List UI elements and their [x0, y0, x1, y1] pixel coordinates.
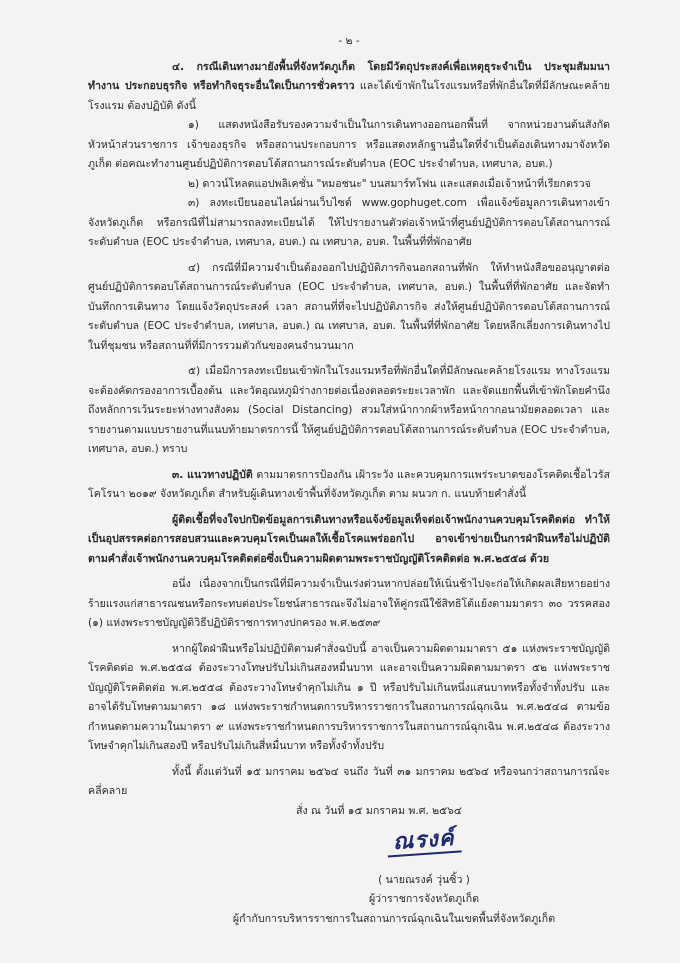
item-5: ๕) เมื่อมีการลงทะเบียนเข้าพักในโรงแรมหรือที่พักอื่นใดที่มีลักษณะคล้ายโรงแรม ทางโรงแรมจะต้องคัดกรองอาการเบื้องต้น และวัดอุณหภูมิร่างกายต่อเนื่องตลอดระยะเวลาพัก และจัดแยกพื้นที่เข้าพักโดยคำนึงถึงหลักการเว้นระยะห่างทางสังคม (Social Distancing) สวมใส่หน้ากากผ้าหรือหน้ากากอนามัยตลอดเวลา และรายงานตามแบบรายงานที่แนบท้ายมาตรการนี้ ให้ศูนย์ปฏิบัติการตอบโต้สถานการณ์ระดับตำบล (EOC ประจำตำบล, เทศบาล, อบต.) ทราบ	[88, 365, 610, 455]
page-number: - ๒ -	[338, 35, 360, 47]
effective-date: ทั้งนี้ ตั้งแต่วันที่ ๑๕ มกราคม ๒๕๖๔ จนถึง วันที่ ๓๑ มกราคม ๒๕๖๔ หรือจนกว่าสถานการณ์จะคลี่คลาย	[88, 765, 610, 797]
section-3-rest: ตามมาตรการป้องกัน เฝ้าระวัง และควบคุมการแพร่ระบาดของโรคติดเชื้อไวรัสโคโรนา ๒๐๑๙ จังหวัดภูเก็ต สำหรับผู้เดินทางเข้าพื้นที่จังหวัดภูเก็ต ตาม ผนวก ก. แนบท้ายคำสั่งนี้	[88, 468, 610, 500]
handwritten-signature: ณรงค์	[386, 828, 461, 857]
section-4-paragraph	[88, 58, 610, 117]
section-3-paragraph	[88, 466, 610, 505]
item-3: ๓) ลงทะเบียนออนไลน์ผ่านเว็บไซต์ www.gophuget.com เพื่อแจ้งข้อมูลการเดินทางเข้าจังหวัดภูเก็ต หรือกรณีที่ไม่สามารถลงทะเบียนได้ ให้ไปรายงานตัวต่อเจ้าหน้าที่ศูนย์ปฏิบัติการตอบโต้สถานการณ์ระดับตำบล (EOC ประจำตำบล, เทศบาล, อบต.) ณ เทศบาล, อบต. ในพื้นที่ที่พักอาศัย	[88, 197, 610, 248]
item-1: ๑) แสดงหนังสือรับรองความจำเป็นในการเดินทางออกนอกพื้นที่ จากหน่วยงานต้นสังกัด หัวหน้าส่วนราชการ เจ้าของธุรกิจ หรือสถานประกอบการ หรือแสดงหลักฐานอื่นใดที่จำเป็นต้องเดินทางมาจังหวัดภูเก็ต ต่อคณะทำงานศูนย์ปฏิบัติการตอบโต้สถานการณ์ระดับตำบล (EOC ประจำตำบล, เทศบาล, อบต.)	[88, 119, 610, 170]
warning-paragraph: ผู้ติดเชื้อที่จงใจปกปิดข้อมูลการเดินทางหรือแจ้งข้อมูลเท็จต่อเจ้าพนักงานควบคุมโรคติดต่อ ทำให้เป็นอุปสรรคต่อการสอบสวนและควบคุมโรคเป็นผลให้เชื้อโรคแพร่ออกไป อาจเข้าข่ายเป็นการฝ่าฝืนหรือไม่ปฏิบัติตามคำสั่งเจ้าพนักงานควบคุมโรคติดต่อซึ่งเป็นความผิดตามพระราชบัญญัติโรคติดต่อ พ.ศ.๒๕๕๘ ด้วย	[88, 513, 610, 565]
signer-title: ผู้ว่าราชการจังหวัดภูเก็ต	[368, 893, 480, 905]
section-4-heading: ๔. กรณีเดินทางมายังพื้นที่จังหวัดภูเก็ต โดยมีวัตถุประสงค์เพื่อเหตุธุระจำเป็น ประชุมสัมมนา ทำงาน ประกอบธุรกิจ หรือทำกิจธุระอื่นใดเป็นการชั่วคราว	[88, 60, 610, 92]
item-2: ๒) ดาวน์โหลดแอปพลิเคชั่น "หมอชนะ" บนสมาร์ทโฟน และแสดงเมื่อเจ้าหน้าที่เรียกตรวจ	[188, 177, 591, 190]
section-3-heading: ๓. แนวทางปฏิบัติ	[172, 468, 253, 481]
signature-block	[232, 821, 610, 929]
order-date: สั่ง ณ วันที่ ๑๕ มกราคม พ.ศ. ๒๕๖๔	[296, 804, 462, 817]
signer-role: ผู้กำกับการบริหารราชการในสถานการณ์ฉุกเฉินในเขตพื้นที่จังหวัดภูเก็ต	[232, 912, 556, 925]
item-4: ๔) กรณีที่มีความจำเป็นต้องออกไปปฏิบัติภารกิจนอกสถานที่พัก ให้ทำหนังสือขออนุญาตต่อศูนย์ปฏิบัติการตอบโต้สถานการณ์ระดับตำบล (EOC ประจำตำบล, เทศบาล, อบต.) ในพื้นที่ที่พักอาศัย และจัดทำบันทึกการเดินทาง โดยแจ้งวัตถุประสงค์ เวลา สถานที่ที่จะไปปฏิบัติภารกิจ ส่งให้ศูนย์ปฏิบัติการตอบโต้สถานการณ์ระดับตำบล (EOC ประจำตำบล, เทศบาล, อบต.) ณ เทศบาล, อบต. ในพื้นที่ที่พักอาศัย โดยหลีกเลี่ยงการเดินทางไปในที่ชุมชน หรือสถานที่ที่มีการรวมตัวกันของคนจำนวนมาก	[88, 261, 610, 352]
penalty-paragraph: หากผู้ใดฝ่าฝืนหรือไม่ปฏิบัติตามคำสั่งฉบับนี้ อาจเป็นความผิดตามมาตรา ๕๑ แห่งพระราชบัญญัติโรคติดต่อ พ.ศ.๒๕๕๘ ต้องระวางโทษปรับไม่เกินสองหมื่นบาท และอาจเป็นความผิดตามมาตรา ๕๒ แห่งพระราชบัญญัติโรคติดต่อ พ.ศ.๒๕๕๘ ต้องระวางโทษจำคุกไม่เกิน ๑ ปี หรือปรับไม่เกินหนึ่งแสนบาทหรือทั้งจำทั้งปรับ และอาจได้รับโทษตามมาตรา ๑๘ แห่งพระราชกำหนดการบริหารราชการในสถานการณ์ฉุกเฉิน พ.ศ.๒๕๔๘ ตามข้อกำหนดตามความในมาตรา ๙ แห่งพระราชกำหนดการบริหารราชการในสถานการณ์ฉุกเฉิน พ.ศ.๒๕๔๘ ต้องระวางโทษจำคุกไม่เกินสองปี หรือปรับไม่เกินสี่หมื่นบาท หรือทั้งจำทั้งปรับ	[88, 642, 610, 752]
urgency-paragraph: อนึ่ง เนื่องจากเป็นกรณีที่มีความจำเป็นเร่งด่วนหากปล่อยให้เนิ่นช้าไปจะก่อให้เกิดผลเสียหายอย่างร้ายแรงแก่สาธารณชนหรือกระทบต่อประโยชน์สาธารณะจึงไม่อาจให้คู่กรณีใช้สิทธิโต้แย้งตามมาตรา ๓๐ วรรคสอง (๑) แห่งพระราชบัญญัติวิธีปฏิบัติราชการทางปกครอง พ.ศ.๒๕๓๙	[88, 578, 610, 629]
signer-name: ( นายณรงค์ วุ่นซิ้ว )	[378, 873, 470, 886]
section-4-rest: และได้เข้าพักในโรงแรมหรือที่พักอื่นใดที่มีลักษณะคล้ายโรงแรม ต้องปฏิบัติ ดังนี้	[88, 80, 610, 112]
